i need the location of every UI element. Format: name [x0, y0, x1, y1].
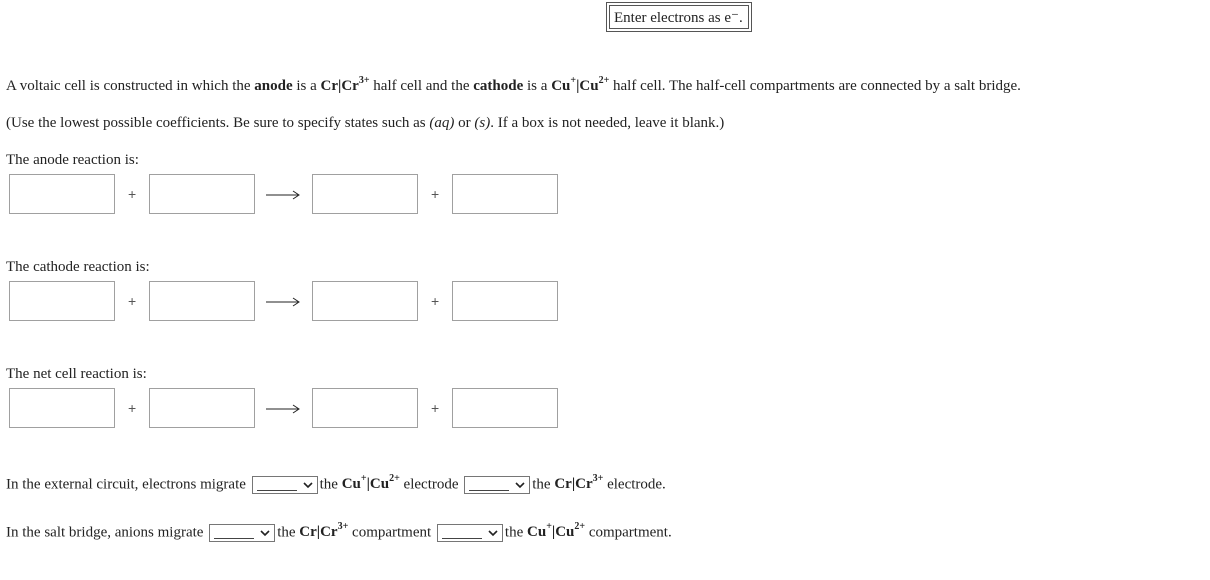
external-direction-select-1[interactable]: [252, 476, 318, 494]
plus-sign: +: [431, 186, 440, 202]
salt-bridge-sentence: In the salt bridge, anions migrate the $Cr|Cr^{3+}$ compartment the $Cu^+|Cu^{2+}$ compartment.: [6, 521, 672, 541]
cathode-word: cathode: [473, 78, 524, 94]
cathode-reaction-label: The cathode reaction is:: [6, 259, 150, 275]
cathode-reactant-1-input[interactable]: [9, 281, 115, 321]
cathode-product-2-input[interactable]: [452, 281, 558, 321]
external-direction-select-2[interactable]: [464, 476, 530, 494]
anode-product-2-input[interactable]: [452, 174, 558, 214]
salt-direction-select-2[interactable]: [437, 524, 503, 542]
anode-reaction-label: The anode reaction is:: [6, 152, 139, 168]
cathode-half-cell: $Cu^+|Cu^{2+}$: [551, 75, 610, 94]
net-reactant-2-input[interactable]: [149, 388, 255, 428]
net-reactant-1-input[interactable]: [9, 388, 115, 428]
chevron-down-icon: [487, 528, 499, 538]
plus-sign: +: [128, 293, 137, 309]
external-circuit-sentence: In the external circuit, electrons migrate the $Cu^+|Cu^{2+}$ electrode the $Cr|Cr^{3+}$ electrode.: [6, 473, 666, 493]
reaction-arrow-icon: [265, 296, 301, 308]
net-product-1-input[interactable]: [312, 388, 418, 428]
reaction-arrow-icon: [265, 403, 301, 415]
cathode-product-1-input[interactable]: [312, 281, 418, 321]
plus-sign: +: [128, 186, 137, 202]
intro-paragraph: A voltaic cell is constructed in which the anode is a $Cr|Cr^{3+}$ half cell and the cathode is a $Cu^+|Cu^{2+}$ half cell. The half-cell compartments are connected by a salt bridge.: [6, 75, 1021, 94]
anode-reactant-1-input[interactable]: [9, 174, 115, 214]
electron-hint-text: Enter electrons as e⁻.: [609, 5, 749, 29]
instructions-text: (Use the lowest possible coefficients. Be sure to specify states such as (aq) or (s). If a box is not needed, leave it blank.): [6, 115, 725, 131]
plus-sign: +: [431, 293, 440, 309]
plus-sign: +: [431, 400, 440, 416]
chevron-down-icon: [302, 480, 314, 490]
anode-reactant-2-input[interactable]: [149, 174, 255, 214]
reaction-arrow-icon: [265, 189, 301, 201]
chevron-down-icon: [514, 480, 526, 490]
anode-word: anode: [254, 78, 293, 94]
anode-half-cell: $Cr|Cr^{3+}$: [320, 75, 370, 94]
cathode-reactant-2-input[interactable]: [149, 281, 255, 321]
chevron-down-icon: [259, 528, 271, 538]
net-reaction-label: The net cell reaction is:: [6, 366, 147, 382]
plus-sign: +: [128, 400, 137, 416]
net-product-2-input[interactable]: [452, 388, 558, 428]
electron-hint-box: [606, 2, 752, 32]
salt-direction-select-1[interactable]: [209, 524, 275, 542]
anode-product-1-input[interactable]: [312, 174, 418, 214]
